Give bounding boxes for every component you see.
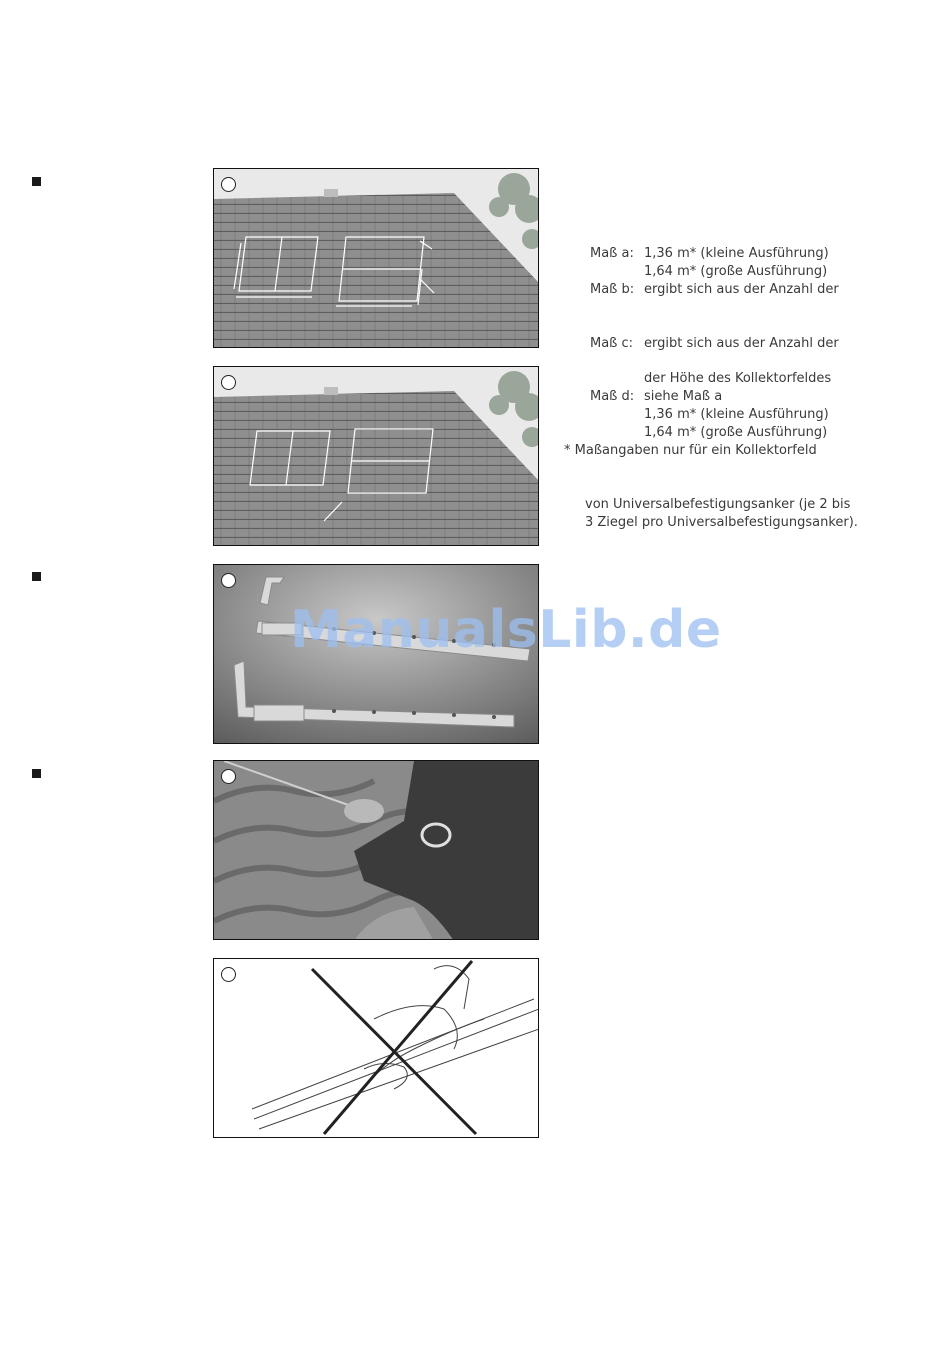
figure-roof-dimensions [213, 168, 539, 348]
figure-drilling-on-roof [213, 760, 539, 940]
legend-c-line3: der Höhe des Kollektorfeldes [644, 371, 832, 386]
legend-c-label: Maß c: [590, 336, 634, 351]
legend-b-label: Maß b: [590, 282, 635, 297]
figure-number-circle [221, 573, 236, 588]
figure-number-circle [221, 375, 236, 390]
legend-c-line1: ergibt sich aus der Anzahl der [644, 336, 839, 351]
watermark: ManualsLib.de [290, 600, 722, 660]
figure-number-circle [221, 769, 236, 784]
figure-number-circle [221, 967, 236, 982]
legend-a-line1: 1,36 m* (kleine Ausführung) [644, 246, 829, 261]
figure-prohibited-action [213, 958, 539, 1138]
legend-b-line1: ergibt sich aus der Anzahl der [644, 282, 839, 297]
legend-a-label: Maß a: [590, 246, 634, 261]
figure-roof-collectors [213, 366, 539, 546]
legend-d-line3: 1,64 m* (große Ausführung) [644, 425, 828, 440]
section-bullet-1 [32, 177, 41, 186]
legend-d-label: Maß d: [590, 389, 635, 404]
legend-a-line2: 1,64 m* (große Ausführung) [644, 264, 828, 279]
section-bullet-3 [32, 769, 41, 778]
legend-d-line2: 1,36 m* (kleine Ausführung) [644, 407, 829, 422]
section-bullet-2 [32, 572, 41, 581]
legend-footnote: * Maßangaben nur für ein Kollektorfeld [564, 443, 817, 458]
legend-d-line1: siehe Maß a [644, 389, 723, 404]
note-line2: 3 Ziegel pro Universalbefestigungsanker). [585, 515, 858, 530]
figure-number-circle [221, 177, 236, 192]
note-line1: von Universalbefestigungsanker (je 2 bis [585, 497, 851, 512]
